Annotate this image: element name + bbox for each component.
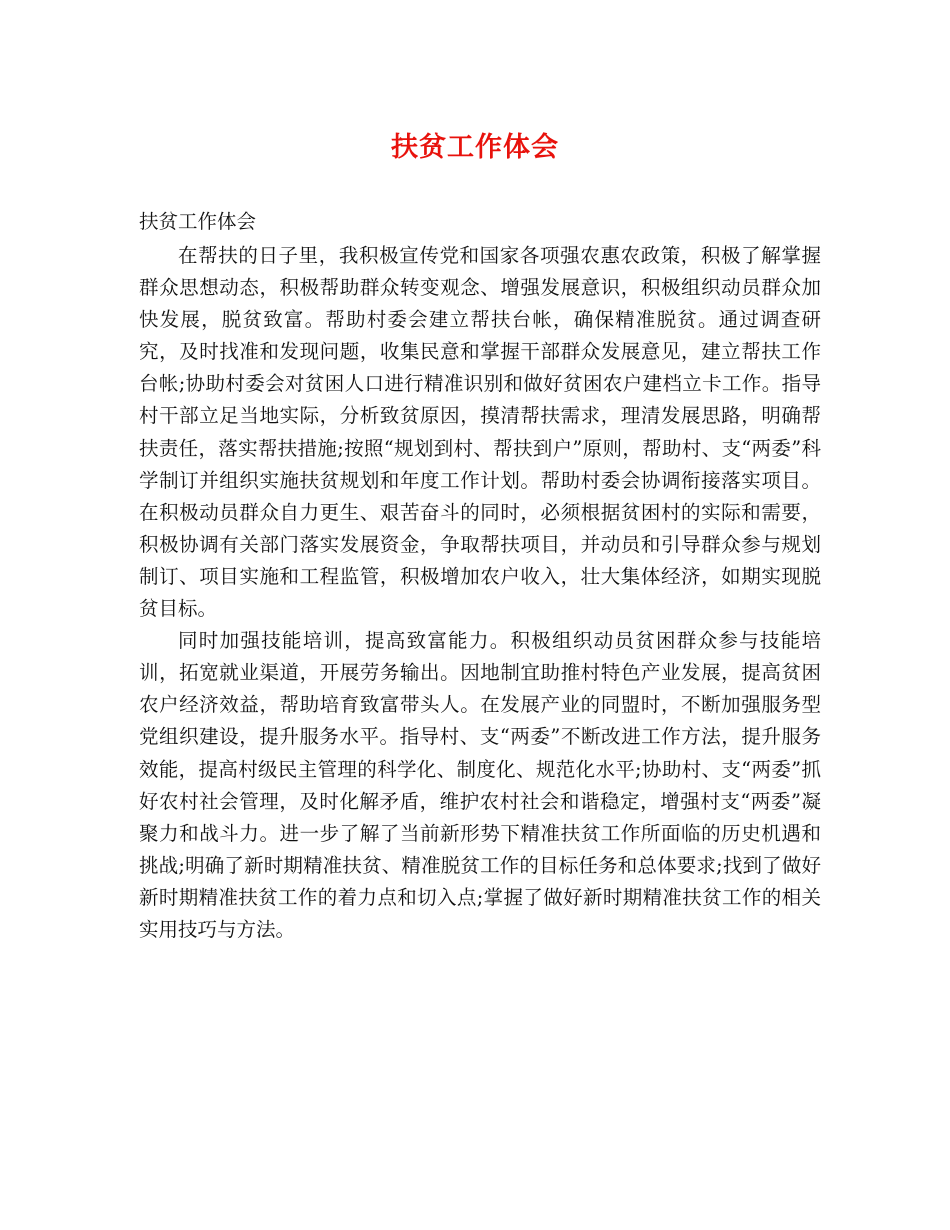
document-title: 扶贫工作体会 [391,132,559,163]
document-body [139,240,821,946]
document-subheading: 扶贫工作体会 [139,210,257,233]
body-paragraph-1: 在帮扶的日子里，我积极宣传党和国家各项强农惠农政策，积极了解掌握群众思想动态，积极帮助群众转变观念、增强发展意识，积极组织动员群众加快发展，脱贫致富。帮助村委会建立帮扶台帐，确保精准脱贫。通过调查研究，及时找准和发现问题，收集民意和掌握干部群众发展意见，建立帮扶工作台帐;协助村委会对贫困人口进行精准识别和做好贫困农户建档立卡工作。指导村干部立足当地实际，分析致贫原因，摸清帮扶需求，理清发展思路，明确帮扶责任，落实帮扶措施;按照“规划到村、帮扶到户”原则，帮助村、支“两委”科学制订并组织实施扶贫规划和年度工作计划。帮助村委会协调衔接落实项目。在积极动员群众自力更生、艰苦奋斗的同时，必须根据贫困村的实际和需要，积极协调有关部门落实发展资金，争取帮扶项目，并动员和引导群众参与规划制订、项目实施和工程监管，积极增加农户收入，壮大集体经济，如期实现脱贫目标。 [139,244,821,621]
body-paragraph-2: 同时加强技能培训，提高致富能力。积极组织动员贫困群众参与技能培训，拓宽就业渠道，开展劳务输出。因地制宜助推村特色产业发展，提高贫困农户经济效益，帮助培育致富带头人。在发展产业的同盟时，不断加强服务型党组织建设，提升服务水平。指导村、支“两委”不断改进工作方法，提升服务效能，提高村级民主管理的科学化、制度化、规范化水平;协助村、支“两委”抓好农村社会管理，及时化解矛盾，维护农村社会和谐稳定，增强村支“两委”凝聚力和战斗力。进一步了解了当前新形势下精准扶贫工作所面临的历史机遇和挑战;明确了新时期精准扶贫、精准脱贫工作的目标任务和总体要求;找到了做好新时期精准扶贫工作的着力点和切入点;掌握了做好新时期精准扶贫工作的相关实用技巧与方法。 [139,629,821,941]
